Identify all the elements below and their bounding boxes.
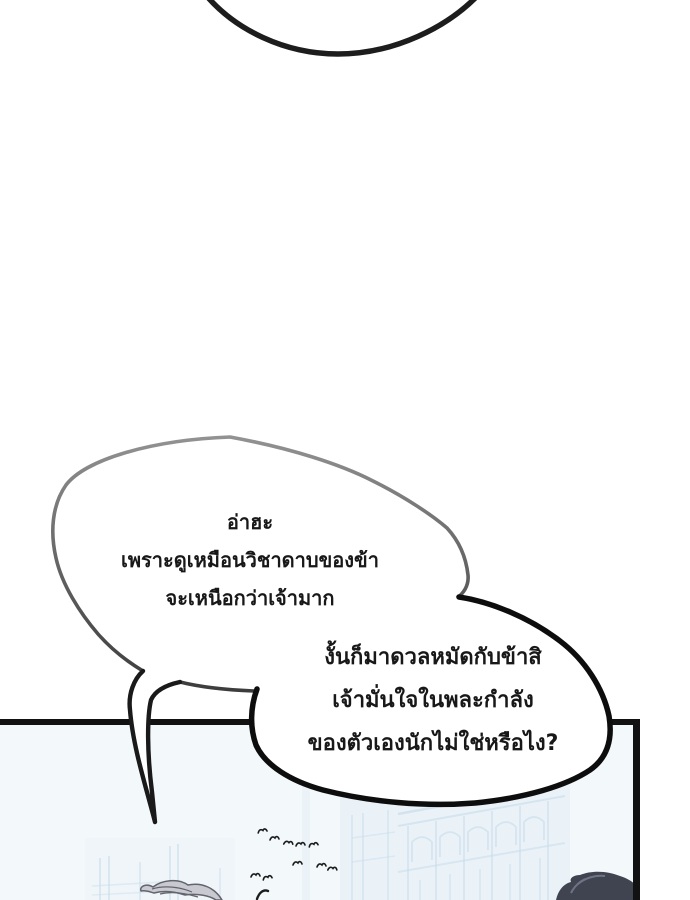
dialogue-line: จะเหนือกว่าเจ้ามาก (165, 586, 335, 610)
bubble1-dialogue (80, 503, 420, 617)
dialogue-line: อ่าฮะ (226, 510, 274, 534)
dialogue-line: ของตัวเองนักไม่ใช่หรือไง? (307, 731, 559, 756)
dialogue-line: งั้นก็มาดวลหมัดกับข้าสิ (324, 645, 542, 670)
bubble2-dialogue (252, 636, 614, 765)
top-speech-bubble-arc (205, 0, 481, 54)
panel-border-right (633, 719, 640, 900)
dialogue-line: เพราะดูเหมือนวิชาดาบของข้า (121, 548, 379, 572)
dialogue-line: เจ้ามั่นใจในพละกำลัง (332, 688, 534, 713)
